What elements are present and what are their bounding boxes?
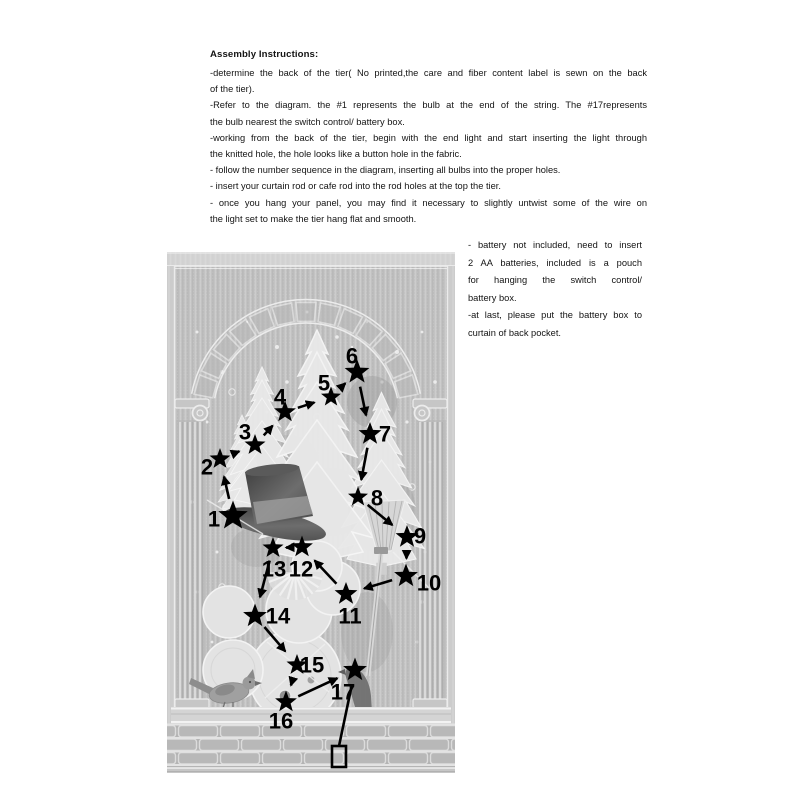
brick [200, 739, 239, 751]
brick [284, 739, 323, 751]
brick [431, 753, 456, 765]
volute-scroll-icon [415, 406, 430, 421]
instruction-line: the knitted hole, the hole looks like a button hole in the fabric. [210, 149, 462, 160]
brick [179, 753, 218, 765]
brick [368, 739, 407, 751]
instruction-line: - once you hang your panel, you may find it necessary to slightly untwist some of the wire on [210, 197, 647, 208]
brick [431, 726, 456, 738]
volute-scroll-icon [193, 406, 208, 421]
bulb-number-14: 14 [265, 603, 291, 629]
brick [179, 726, 218, 738]
bulb-number-5: 5 [317, 370, 331, 396]
brick [221, 726, 260, 738]
bulb-number-16: 16 [268, 708, 294, 734]
brick [452, 739, 456, 751]
instruction-line: - follow the number sequence in the diagram, inserting all bulbs into the proper holes. [210, 165, 561, 176]
brick [410, 739, 449, 751]
bulb-number-2: 2 [200, 454, 214, 480]
instructions-title: Assembly Instructions: [210, 49, 319, 60]
instruction-line: 2 AA batteries, included is a pouch [468, 257, 642, 268]
brick [167, 739, 197, 751]
instruction-line: for hanging the switch control/ [468, 275, 642, 286]
bulb-number-13: 13 [261, 556, 287, 582]
brick [242, 739, 281, 751]
bulb-number-1: 1 [207, 506, 221, 532]
bulb-number-10: 10 [416, 570, 442, 596]
instruction-line: curtain of back pocket. [468, 327, 562, 338]
right-column [413, 399, 447, 708]
battery-note-text [468, 237, 642, 343]
bulb-number-15: 15 [299, 652, 325, 678]
brick [221, 753, 260, 765]
bulb-number-17: 17 [330, 679, 356, 705]
arch-stone [296, 302, 316, 321]
curtain-diagram [167, 252, 455, 773]
instruction-line: -working from the back of the tier, begin with the end light and start inserting the light through [210, 132, 647, 143]
brick [305, 753, 344, 765]
instruction-line: battery box. [468, 292, 517, 303]
bulb-number-12: 12 [288, 556, 314, 582]
ledge [171, 707, 451, 724]
brick [389, 753, 428, 765]
bulb-number-11: 11 [338, 603, 362, 629]
instruction-line: -determine the back of the tier( No printed,the care and fiber content label is sewn on the back [210, 68, 647, 78]
brick [347, 726, 386, 738]
instruction-line: - insert your curtain rod or cafe rod into the rod holes at the top the tier. [210, 181, 501, 192]
lace-curtain-image [167, 252, 455, 773]
bulb-number-8: 8 [370, 485, 384, 511]
brick [305, 726, 344, 738]
instruction-line: the light set to make the tier hang flat and smooth. [210, 213, 417, 224]
brick [167, 726, 176, 738]
brick [347, 753, 386, 765]
bulb-number-7: 7 [378, 421, 392, 447]
instruction-line: of the tier). [210, 84, 255, 95]
bulb-number-9: 9 [413, 523, 427, 549]
bulb-number-4: 4 [273, 384, 287, 410]
brick [389, 726, 428, 738]
instruction-line: - battery not included, need to insert [468, 240, 642, 250]
instruction-line: -Refer to the diagram. the #1 represents the bulb at the end of the string. The #17represents [210, 100, 647, 111]
instruction-line: -at last, please put the battery box to [468, 310, 642, 321]
ruffle-top [167, 252, 455, 269]
brick [167, 753, 176, 765]
bulb-number-6: 6 [345, 343, 359, 369]
instruction-line: the bulb nearest the switch control/ battery box. [210, 116, 405, 127]
brick [263, 753, 302, 765]
assembly-instructions-text [210, 65, 647, 227]
bottom-hem [167, 768, 455, 773]
bulb-number-3: 3 [238, 419, 252, 445]
brick-floor [167, 724, 455, 768]
